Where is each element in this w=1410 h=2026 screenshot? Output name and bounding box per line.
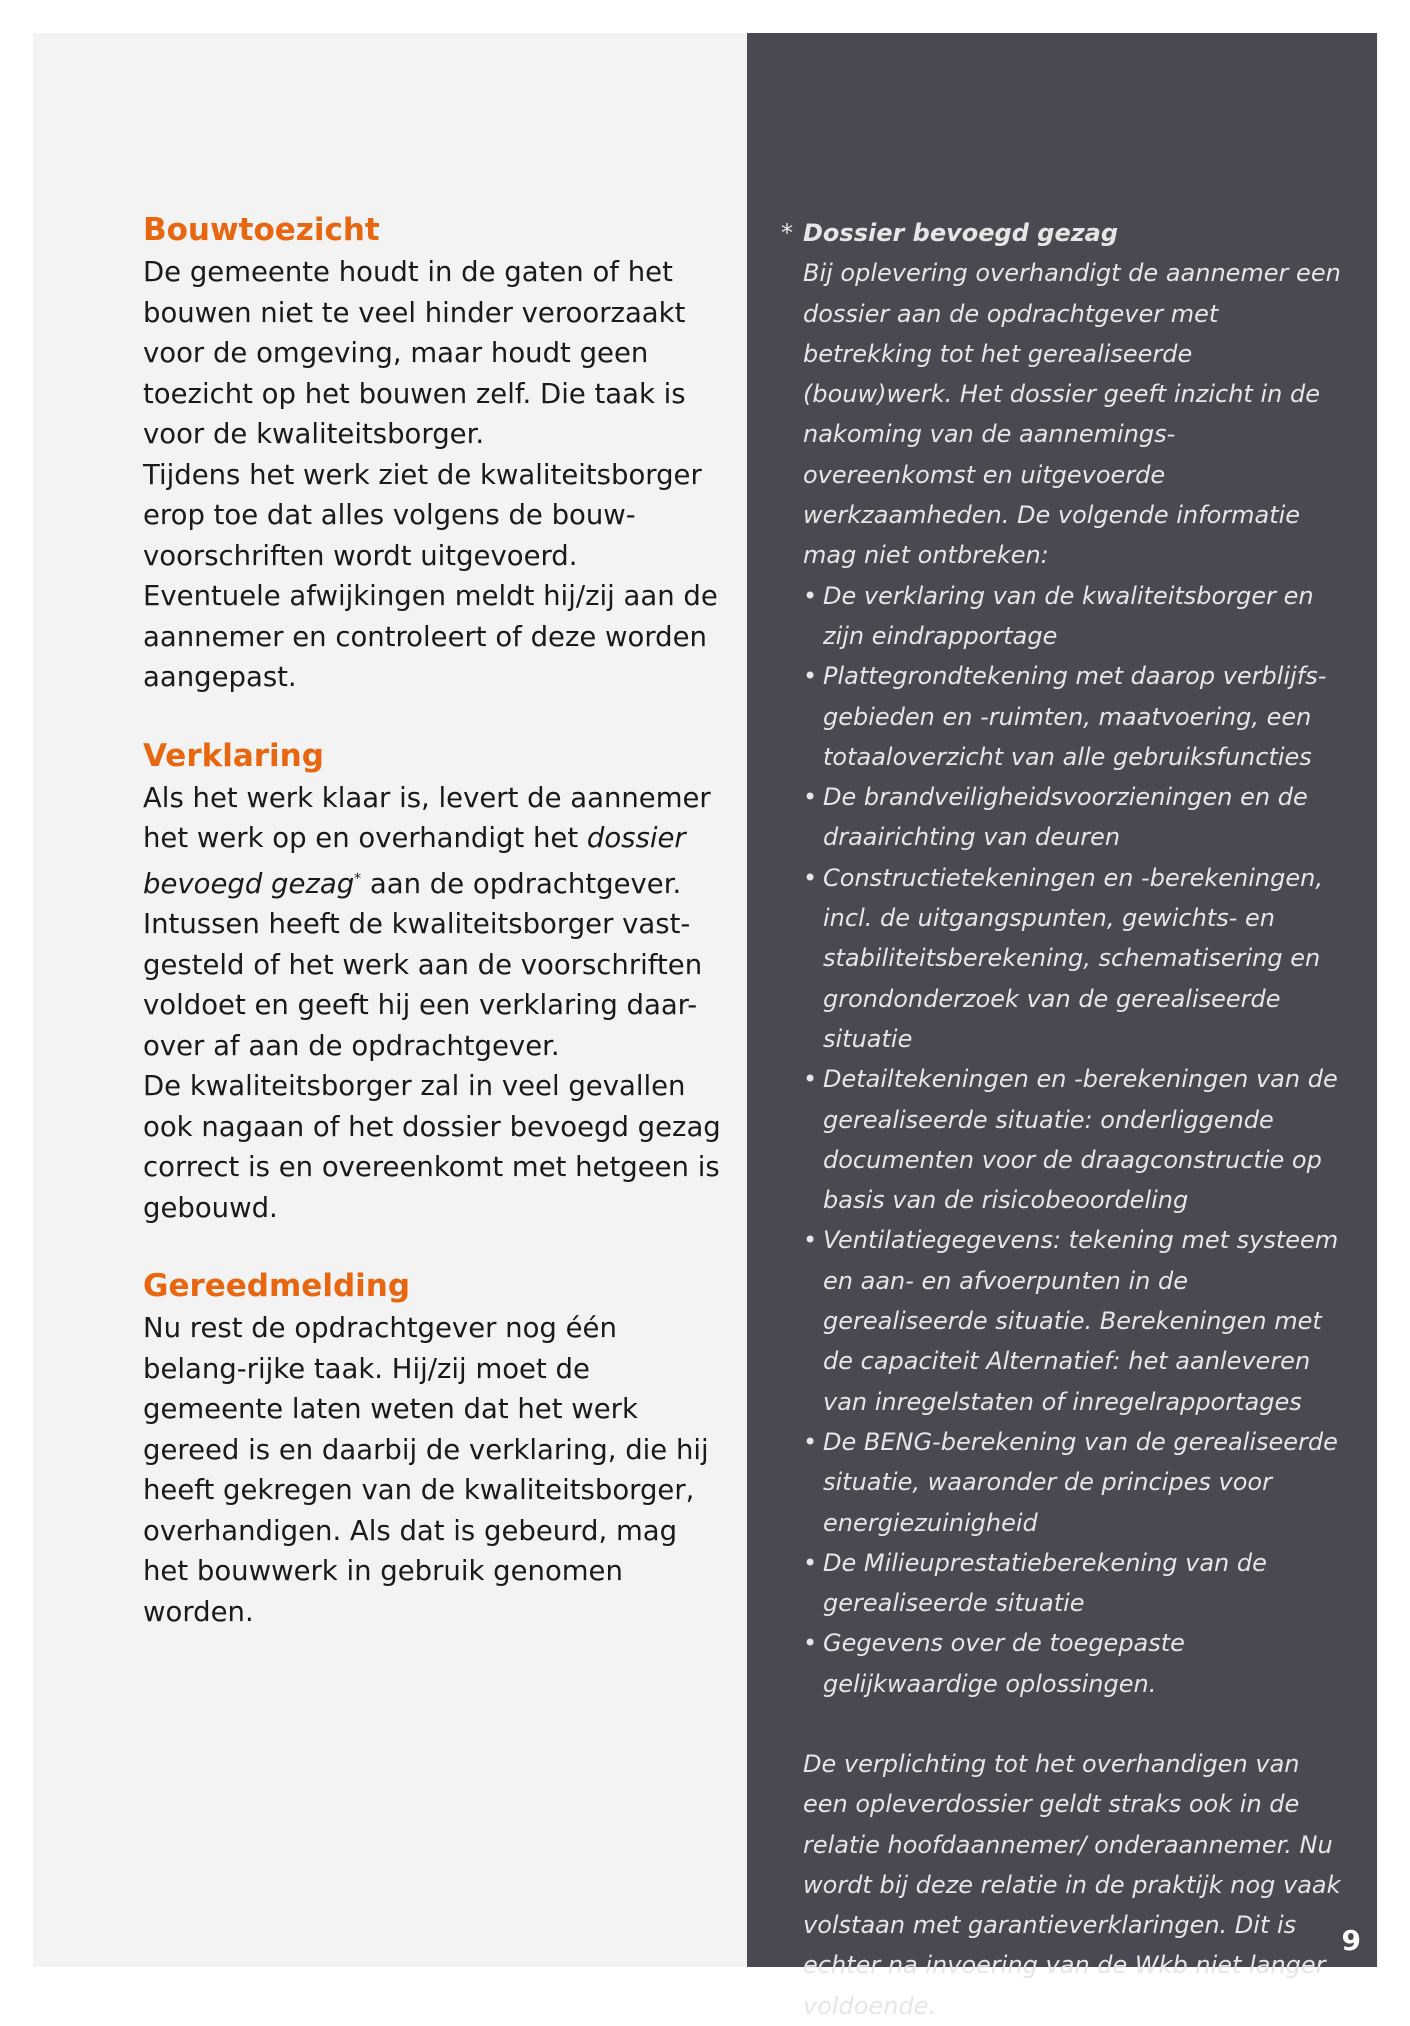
main-text-column	[143, 208, 723, 1668]
section-verklaring	[143, 734, 723, 1229]
list-item-text: Detailtekeningen en -berekeningen van de gerealiseerde situatie: onderliggende documenten voor de draagconstructie op basis van de risicobeoordeling	[823, 1065, 1338, 1215]
paragraph	[143, 778, 723, 1067]
sidebar-intro: Bij oplevering overhandigt de aannemer een dossier aan de opdrachtgever met betrekking tot het gerealiseerde (bouw)werk. Het dossier geeft inzicht in de nakoming van de aannemings-overeenkomst en uitgevoerde werkzaamheden. De volgende informatie mag niet ontbreken:	[803, 259, 1341, 570]
bullet-icon: •	[803, 1427, 818, 1456]
list-item-text: De verklaring van de kwaliteitsborger en zijn eindrapportage	[823, 581, 1314, 650]
list-item	[803, 1543, 1341, 1624]
footnote-marker: *	[354, 870, 362, 887]
list-item	[803, 1623, 1341, 1704]
paragraph: Nu rest de opdrachtgever nog één belang-rijke taak. Hij/zij moet de gemeente laten weten dat het werk gereed is en daarbij de verklaring, die hij heeft gekregen van de kwaliteitsborger, overhandigen. Als dat is gebeurd, mag het bouwwerk in gebruik genomen worden.	[143, 1312, 709, 1628]
bullet-icon: •	[803, 863, 818, 892]
page-number: 9	[1341, 1924, 1361, 1957]
list-item	[803, 777, 1341, 858]
paragraph: De kwaliteitsborger zal in veel gevallen ook nagaan of het dossier bevoegd gezag correct is en overeenkomt met hetgeen is gebouwd.	[143, 1070, 721, 1224]
sidebar-content	[781, 213, 1341, 2026]
section-title: Gereedmelding	[143, 1268, 411, 1305]
italic-term: dossier bevoegd gezag	[143, 822, 686, 900]
list-item-text: Gegevens over de toegepaste gelijkwaardige oplossingen.	[823, 1629, 1185, 1698]
list-item-text: Constructietekeningen en -berekeningen, incl. de uitgangspunten, gewichts- en stabiliteitsberekening, schematisering en grondonderzoek van de gerealiseerde situatie	[823, 863, 1323, 1053]
sidebar-title-row	[781, 213, 1341, 253]
list-item	[803, 1059, 1341, 1220]
sidebar-closing: De verplichting tot het overhandigen van een opleverdossier geldt straks ook in de relatie hoofdaannemer/ onderaannemer. Nu wordt bij deze relatie in de praktijk nog vaak volstaan met garantieverklaringen. Dit is echter na invoering van de Wkb niet langer voldoende.	[803, 1749, 1341, 2020]
paragraph: De gemeente houdt in de gaten of het bouwen niet te veel hinder veroorzaakt voor de omgeving, maar houdt geen toezicht op het bouwen zelf. Die taak is voor de kwaliteitsborger.	[143, 256, 686, 450]
section-title: Verklaring	[143, 737, 324, 774]
list-item	[803, 656, 1341, 777]
list-item	[803, 576, 1341, 657]
bullet-icon: •	[803, 581, 818, 610]
bullet-icon: •	[803, 1065, 818, 1094]
bullet-icon: •	[803, 662, 818, 691]
sidebar-list	[781, 576, 1341, 1704]
bullet-icon: •	[803, 783, 818, 812]
list-item	[803, 1220, 1341, 1421]
sidebar-title: Dossier bevoegd gezag	[803, 219, 1119, 247]
list-item	[803, 1422, 1341, 1543]
list-item-text: De BENG-berekening van de gerealiseerde situatie, waaronder de principes voor energiezuinigheid	[823, 1427, 1338, 1537]
list-item-text: De Milieuprestatieberekening van de gerealiseerde situatie	[823, 1548, 1267, 1618]
section-bouwtoezicht	[143, 208, 723, 698]
text-span: aan de opdrachtgever. Intussen heeft de kwaliteitsborger vast-gesteld of het werk aan de voorschriften voldoet en geeft hij een verklaring daar-over af aan de opdrachtgever.	[143, 867, 703, 1062]
list-item-text: Ventilatiegegevens: tekening met systeem en aan- en afvoerpunten in de gerealiseerde situatie. Berekeningen met de capaciteit Alternatief: het aanleveren van inregelstaten of inregelrapportages	[823, 1226, 1339, 1416]
paragraph: Tijdens het werk ziet de kwaliteitsborger erop toe dat alles volgens de bouw-voorschriften wordt uitgevoerd. Eventuele afwijkingen meldt hij/zij aan de aannemer en controleert of deze worden aangepast.	[143, 458, 718, 693]
asterisk-marker: *	[781, 219, 793, 247]
list-item-text: Plattegrondtekening met daarop verblijfs-gebieden en -ruimten, maatvoering, een totaaloverzicht van alle gebruiksfuncties	[823, 662, 1327, 771]
bullet-icon: •	[803, 1548, 818, 1577]
sidebar-panel	[747, 33, 1377, 2020]
section-title: Bouwtoezicht	[143, 212, 380, 248]
bullet-icon: •	[803, 1629, 818, 1658]
bullet-icon: •	[803, 1226, 818, 1255]
list-item	[803, 858, 1341, 1059]
text-span: Als het werk klaar is, levert de aannemer het werk op en overhandigt het	[143, 781, 711, 854]
list-item-text: De brandveiligheidsvoorzieningen en de draairichting van deuren	[823, 783, 1308, 852]
section-gereedmelding	[143, 1264, 723, 1632]
